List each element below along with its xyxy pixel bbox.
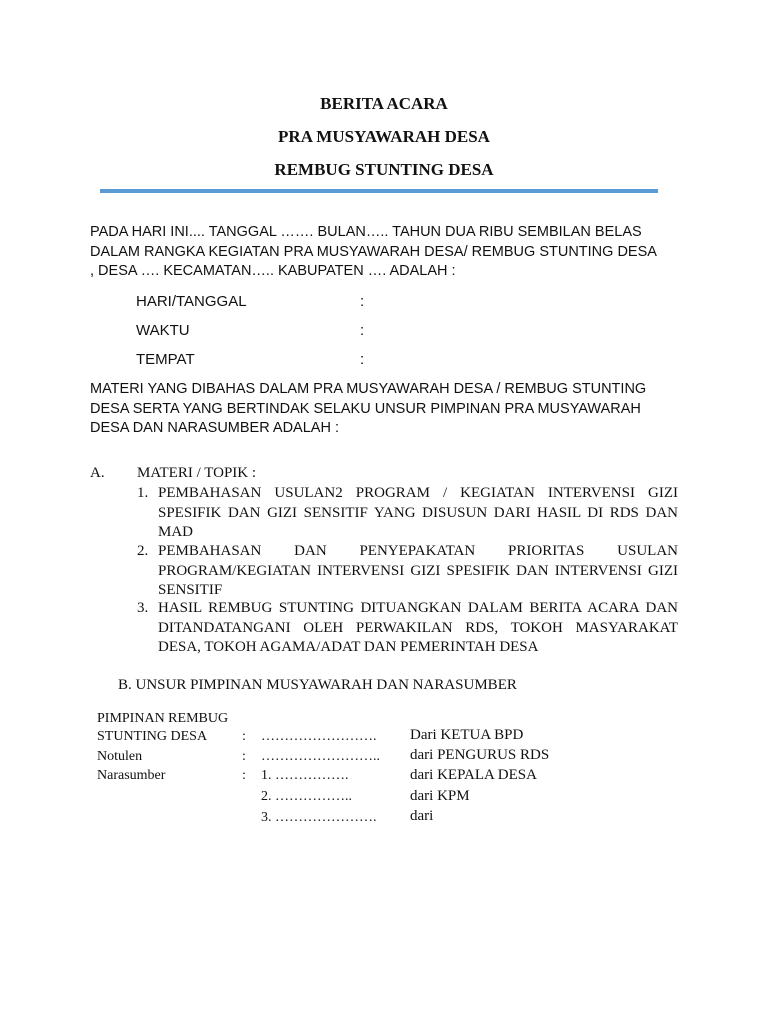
field-sep: :: [360, 351, 365, 368]
title-line-1: BERITA ACARA: [320, 94, 448, 113]
title-line-3: REMBUG STUNTING DESA: [274, 160, 494, 179]
row-from: Dari KETUA BPD: [410, 727, 524, 743]
field-sep: :: [360, 322, 365, 339]
row-label: Narasumber: [97, 768, 166, 783]
materi-intro-line: MATERI YANG DIBAHAS DALAM PRA MUSYAWARAH DESA / REMBUG STUNTING: [90, 381, 647, 397]
section-a-heading: MATERI / TOPIK :: [137, 465, 257, 481]
intro-paragraph: [90, 223, 678, 282]
list-number: 2.: [137, 543, 149, 559]
list-item: [137, 599, 678, 658]
row-sep: :: [242, 729, 246, 744]
row-from: dari KEPALA DESA: [410, 767, 537, 783]
row-sep: :: [242, 768, 246, 783]
materi-intro-line: DESA SERTA YANG BERTINDAK SELAKU UNSUR PIMPINAN PRA MUSYAWARAH: [90, 400, 641, 417]
materi-intro-line: DESA DAN NARASUMBER ADALAH :: [90, 420, 339, 436]
row-label: STUNTING DESA: [97, 729, 208, 744]
title-divider: [100, 189, 658, 193]
intro-line: PADA HARI INI.... TANGGAL ……. BULAN….. TAHUN DUA RIBU SEMBILAN BELAS: [90, 224, 642, 240]
title-line-2: PRA MUSYAWARAH DESA: [278, 127, 490, 146]
list-text: HASIL REMBUG STUNTING DITUANGKAN DALAM BERITA ACARA DAN DITANDATANGANI OLEH PERWAKILAN RDS, TOKOH MASYARAKAT DESA, TOKOH AGAMA/ADAT DAN PEMERINTAH DESA: [158, 600, 678, 655]
field-sep: :: [360, 293, 365, 310]
list-text: PEMBAHASAN DAN PENYEPAKATAN PRIORITAS USULAN PROGRAM/KEGIATAN INTERVENSI GIZI SPESIFIK DAN INTERVENSI GIZI SENSITIF: [158, 543, 678, 598]
list-text: PEMBAHASAN USULAN2 PROGRAM / KEGIATAN INTERVENSI GIZI SPESIFIK DAN GIZI SENSITIF YANG DISUSUN DARI HASIL DI RDS DAN MAD: [158, 485, 678, 540]
row-sep: :: [242, 749, 246, 764]
field-label-hari: HARI/TANGGAL: [136, 293, 247, 310]
field-label-waktu: WAKTU: [136, 322, 190, 339]
section-b-heading: B. UNSUR PIMPINAN MUSYAWARAH DAN NARASUMBER: [118, 677, 517, 693]
row-blank: ……………………..: [261, 749, 380, 764]
list-item: [137, 484, 678, 543]
row-blank: …………………….: [261, 729, 377, 744]
row-blank: 2. ……………..: [261, 789, 352, 804]
field-label-tempat: TEMPAT: [136, 351, 195, 368]
intro-line: DALAM RANGKA KEGIATAN PRA MUSYAWARAH DESA/ REMBUG STUNTING DESA: [90, 243, 657, 260]
row-from: dari: [410, 808, 434, 824]
list-number: 1.: [137, 485, 149, 501]
row-blank: 3. ………………….: [261, 810, 377, 825]
materi-intro-paragraph: [90, 380, 678, 439]
row-label: Notulen: [97, 749, 143, 764]
list-number: 3.: [137, 600, 149, 616]
row-blank: 1. …………….: [261, 768, 349, 783]
list-item: [137, 542, 678, 601]
pimpinan-label: PIMPINAN REMBUG: [97, 711, 229, 726]
intro-line: , DESA …. KECAMATAN….. KABUPATEN …. ADALAH :: [90, 263, 456, 279]
row-from: dari KPM: [410, 788, 470, 804]
row-from: dari PENGURUS RDS: [410, 747, 550, 763]
section-a-marker: A.: [90, 465, 105, 481]
